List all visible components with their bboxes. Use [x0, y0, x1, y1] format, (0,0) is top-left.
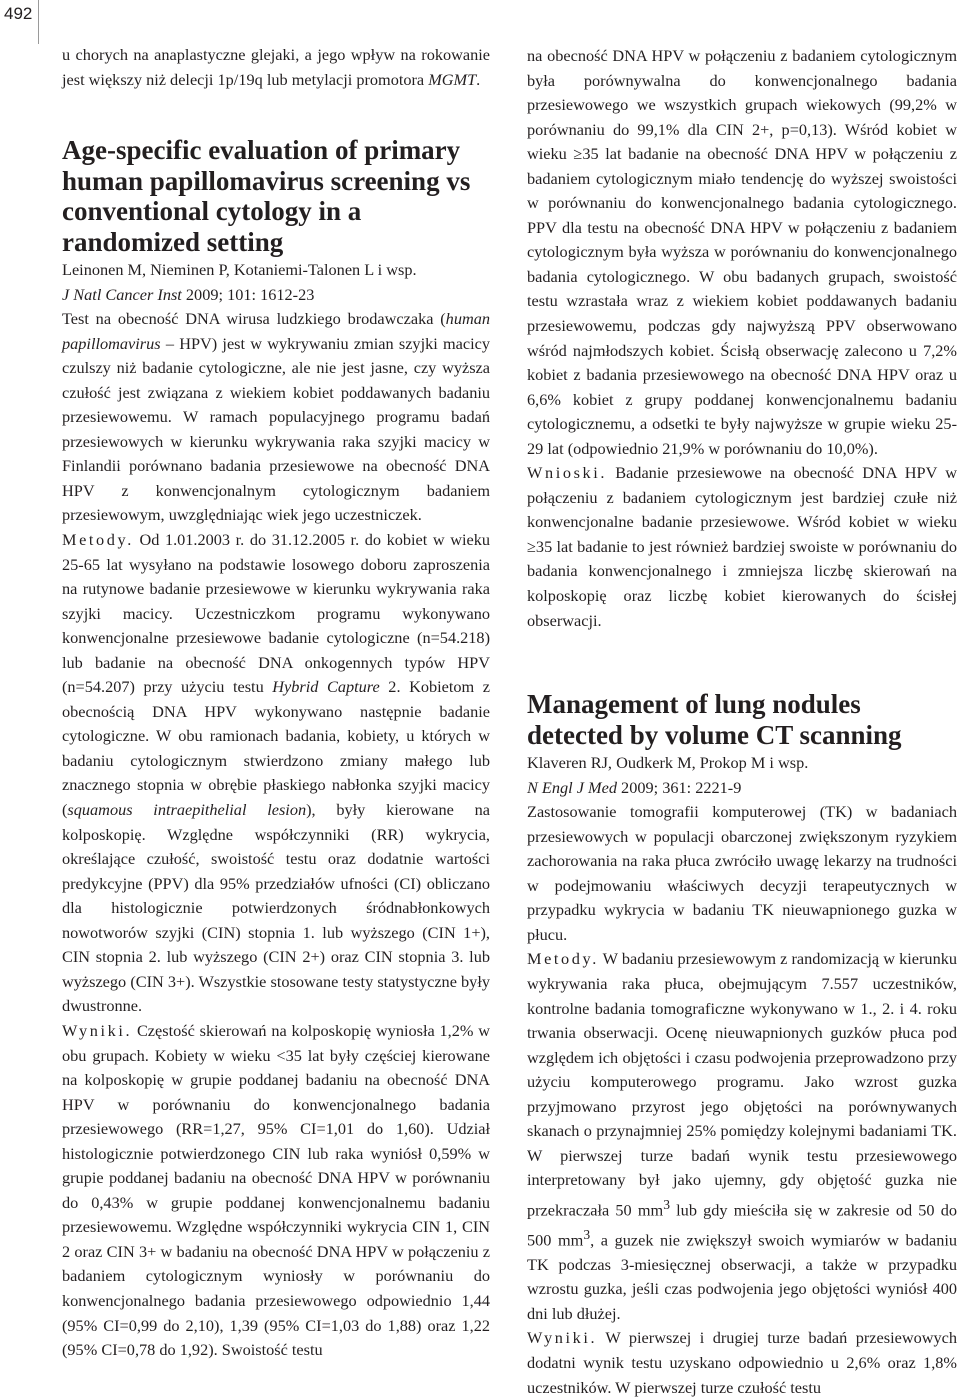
- methods-text-3: , a guzek nie zwiększył swoich wymiarów w badaniu TK podczas 3-miesięcznej obserwacji, a także w przypadku wzrostu guzka, jeśli czas podwojenia jego objętości wyniósł 400 dni lub dłużej.: [527, 1230, 958, 1323]
- conclusions-label: Wnioski.: [527, 463, 608, 483]
- intro-italic: human papillomavirus: [62, 309, 490, 353]
- journal-name: J Natl Cancer Inst: [62, 285, 182, 305]
- left-column: [62, 43, 490, 1363]
- article-authors: Klaveren RJ, Oudkerk M, Prokop M i wsp.: [527, 753, 809, 773]
- intro-text: Test na obecność DNA wirusa ludzkiego brodawczaka (: [62, 309, 446, 329]
- article-authors: Leinonen M, Nieminen P, Kotaniemi-Talonen L i wsp.: [62, 260, 417, 280]
- continuation-text: na obecność DNA HPV w połączeniu z badaniem cytologicznym była porównywalna do konwencjonalnego badania przesiewowego we wszystkich grupach wiekowych (99,2% w porównaniu do 99,1% dla CIN 2+, p=0,13). Wśród kobiet w wieku ≥35 lat badanie na obecność DNA HPV w połączeniu z badaniem cytologicznym miało tendencję do wyższej swoistości w porównaniu do konwencjonalnego badania cytologicznego. PPV dla testu na obecność DNA HPV w połączeniu z badaniem cytologicznym była wyższa w porównaniu do konwencjonalnego badania cytologicznego. W obu badanych grupach, swoistość testu wzrastała wraz z wiekiem kobiet poddawanych badaniu przesiewowemu, podczas gdy najwyższą PPV obserwowano wśród najmłodszych kobiet. Ścisłą obserwację zalecono u 7,2% kobiet z badania przesiewowego na obecność DNA HPV oraz u 6,6% kobiet z grupy poddanej konwencjonalnemu badaniu cytologicznemu, a odsetki te były najwyższe w grupie wieku 25-29 lat (odpowiednio 21,9% w porównaniu do 10,0%).: [527, 46, 957, 458]
- methods-italic: Hybrid Capture: [272, 677, 380, 697]
- superscript: 3: [663, 1196, 670, 1212]
- journal-name: N Engl J Med: [527, 778, 617, 798]
- continuation-paragraph: [527, 44, 957, 633]
- results-label: Wyniki.: [527, 1328, 598, 1348]
- continuation-paragraph: [62, 43, 490, 92]
- article-citation: [62, 282, 490, 307]
- methods-text: Od 1.01.2003 r. do 31.12.2005 r. do kobiet w wieku 25-65 lat wysyłano na podstawie losowego doboru zaproszenia na rutynowe badanie przesiewowe w kierunku wykrywania raka szyjki macicy. Uczestniczkom programu wykonywano konwencjonalne przesiewowe badanie cytologiczne (n=54.218) lub badanie na obecność DNA onkogennych typów HPV (n=54.207) przy użyciu testu: [62, 530, 490, 697]
- methods-text-2: 2. Kobietom z obecnością DNA HPV wykonywano następnie badanie cytologiczne. W obu ramionach badania, kobiety, u których w badaniu cytologicznym stwierdzono zmiany małego lub znacznego stopnia w obrębie płaskiego nabłonka szyjki macicy (: [62, 677, 490, 820]
- methods-italic-2: squamous intraepithelial lesion: [67, 800, 307, 820]
- margin-rule: [38, 0, 39, 44]
- abstract-text: [527, 800, 957, 1400]
- article-title: Management of lung nodules detected by volume CT scanning: [527, 689, 902, 750]
- methods-text-3: ), były kierowane na kolposkopię. Względne współczynniki (RR) wykrycia, określające czułość, swoistość testu oraz dodatnie wartości predykcyjne (PPV) dla 95% przedziałów ufności (CI) obliczano dla histologicznie potwierdzonych śródnabłonkowych nowotworów szyjki (CIN) stopnia 1. lub wyższego (CIN 1+), CIN stopnia 2. lub wyższego (CIN 2+) oraz CIN stopnia 3. lub wyższego (CIN 3+). Wszystkie stosowane testy statystyczne były dwustronne.: [62, 800, 490, 1016]
- results-text: Częstość skierowań na kolposkopię wyniosła 1,2% w obu grupach. Kobiety w wieku <35 lat były częściej kierowane na kolposkopię w grupie poddanej badaniu na obecność DNA HPV w porównaniu do konwencjonalnego badania przesiewowego (RR=1,27, 95% CI=1,01 do 1,60). Udział histologicznie potwierdzonego CIN lub raka wyniósł 0,59% w grupie poddanej badaniu na obecność DNA HPV w porównaniu do 0,43% w grupie poddanej konwencjonalnemu badaniu przesiewowemu. Względne współczynniki wykrycia CIN 1, CIN 2 oraz CIN 3+ w badaniu na obecność DNA HPV w połączeniu z badaniem cytologicznym wyniosły w porównaniu do konwencjonalnego badania przesiewowego odpowiednio 1,44 (95% CI=0,99 do 2,10), 1,39 (95% CI=1,03 do 1,88) oraz 1,22 (95% CI=0,78 do 1,92). Swoistość testu: [62, 1020, 490, 1360]
- intro-text: Zastosowanie tomografii komputerowej (TK) w badaniach przesiewowych w populacji obarczonej zwiększonym ryzykiem zachorowania na raka płuca zwróciło uwagę lekarzy na trudności w podejmowaniu właściwych decyzji terapeutycznych w przypadku wykrycia w badaniu TK nieuwapnionego guzka w płucu.: [527, 802, 957, 944]
- continuation-end: .: [476, 69, 481, 89]
- methods-text: W badaniu przesiewowym z randomizacją w kierunku wykrywania raka płuca, obejmującym 7.557 uczestników, kontrolne badania tomograficzne wykonywano w 1., 2. i 4. roku trwania obserwacji. Ocenę nieuwapnionych guzków płuca pod względem ich objętości i czasu podwojenia przeprowadzono przy użyciu komputerowego programu. Jako wzrost guzka przyjmowano przyrost jego objętości na porównywanych skanach o przynajmniej 25% pomiędzy kolejnymi badaniami TK. W pierwszej turze badań wynik testu przesiewowego interpretowany był jako ujemny, gdy objętość guzka nie przekraczała 50 mm: [527, 949, 957, 1220]
- article-title: Age-specific evaluation of primary human papillomavirus screening vs conventional cytology in a randomized setting: [62, 135, 471, 257]
- journal-reference: 2009; 361: 2221-9: [616, 778, 742, 798]
- methods-label: Metody.: [527, 949, 599, 969]
- results-text: W pierwszej i drugiej turze badań przesiewowych dodatni wynik testu uzyskano odpowiednio u 2,6% oraz 1,8% uczestników. W pierwszej turze czułość testu: [527, 1328, 957, 1397]
- methods-text-2: lub gdy mieściła się w zakresie od 50 do 500 mm: [527, 1200, 958, 1250]
- conclusions-text: Badanie przesiewowe na obecność DNA HPV w połączeniu z badaniem cytologicznym jest bardziej czułe niż konwencjonalne badanie przesiewowe. Wśród kobiet w wieku ≥35 lat badanie to jest również bardziej swoiste w porównaniu do badania konwencjonalnego i zmniejsza liczbę skierowań na kolposkopię oraz liczbę kobiet kierowanych do ścisłej obserwacji.: [527, 463, 957, 630]
- continuation-text: u chorych na anaplastyczne glejaki, a jego wpływ na rokowanie jest większy niż delecji 1p/19q lub metylacji promotora: [62, 45, 490, 89]
- article-citation: [527, 775, 957, 800]
- superscript: 3: [583, 1226, 591, 1242]
- page-number: 492: [4, 4, 33, 23]
- continuation-italic: MGMT: [428, 69, 477, 89]
- intro-text-2: – HPV) jest w wykrywaniu zmian szyjki macicy czulszy niż badanie cytologiczne, ale nie jest jasne, czy wyższa czułość jest związana z wiekiem kobiet poddawanych badaniu przesiewowemu. W ramach populacyjnego programu badań przesiewowych w kierunku wykrywania raka szyjki macicy w Finlandii porównano badania przesiewowe na obecność DNA HPV z konwencjonalnym cytologicznym badaniem przesiewowym, uwzględniając wiek jego uczestniczek.: [62, 333, 490, 525]
- abstract-text: [62, 307, 490, 1363]
- right-column: [527, 44, 957, 1400]
- methods-label: Metody.: [62, 530, 134, 550]
- results-label: Wyniki.: [62, 1020, 133, 1040]
- journal-reference: 2009; 101: 1612-23: [181, 285, 315, 305]
